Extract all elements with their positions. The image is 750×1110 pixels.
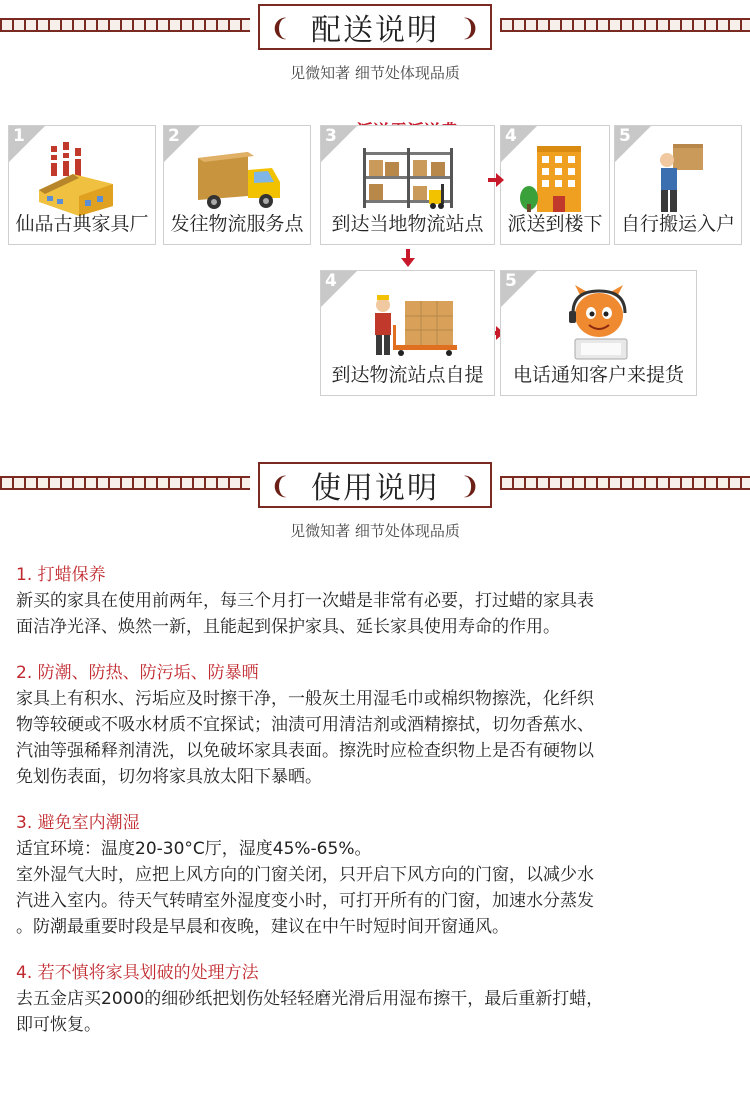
usage-subtitle: 见微知著 细节处体现品质 [290, 522, 460, 540]
step-number: 5 [505, 271, 517, 291]
warehouse-shelves-icon [357, 138, 461, 218]
porter-icon [639, 138, 719, 218]
step-local-station [320, 125, 495, 245]
step-label: 电话通知客户来提货 [512, 364, 684, 386]
step-label: 发往物流服务点 [170, 213, 304, 235]
building-icon [515, 138, 595, 218]
step-carry-in [614, 125, 742, 245]
scroll-ornament-icon: ❨ [270, 472, 291, 500]
decorative-border-left [0, 476, 250, 490]
step-downstairs [500, 125, 610, 245]
usage-section-waxing [16, 562, 736, 640]
section-line: 汽油等强稀释剂清洗，以免破坏家具表面。擦洗时应检查织物上是否有硬物以 [16, 741, 594, 761]
scroll-ornament-icon: ❩ [459, 472, 480, 500]
step-phone-notify [500, 270, 697, 396]
decorative-border-right [500, 476, 750, 490]
step-number: 5 [619, 126, 631, 146]
section-line: 面洁净光泽、焕然一新，且能起到保护家具、延长家具使用寿命的作用。 [16, 617, 560, 637]
usage-banner [0, 462, 750, 522]
section-line: 新买的家具在使用前两年，每三个月打一次蜡是非常有必要，打过蜡的家具表 [16, 591, 594, 611]
step-number: 2 [168, 126, 180, 146]
delivery-title-box [258, 4, 492, 50]
section-line: 去五金店买2000的细砂纸把划伤处轻轻磨光滑后用湿布擦干，最后重新打蜡， [16, 989, 604, 1009]
section-line: 家具上有积水、污垢应及时擦干净，一般灰土用湿毛巾或棉织物擦洗，化纤织 [16, 689, 594, 709]
decorative-border-right [500, 18, 750, 32]
section-line: 适宜环境：温度20-30°C厅，湿度45%-65%。 [16, 839, 372, 859]
delivery-subtitle: 见微知著 细节处体现品质 [290, 64, 460, 82]
step-logistics [163, 125, 311, 245]
section-line: 室外湿气大时，应把上风方向的门窗关闭，只开启下风方向的门窗，以减少水 [16, 865, 594, 885]
delivery-banner [0, 4, 750, 64]
section-heading: 3. 避免室内潮湿 [16, 813, 140, 833]
step-number: 1 [13, 126, 25, 146]
section-line: 。防潮最重要时段是早晨和夜晚，建议在中午时短时间开窗通风。 [16, 917, 509, 937]
step-number: 4 [325, 271, 337, 291]
usage-title-box [258, 462, 492, 508]
truck-icon [188, 138, 288, 218]
step-label: 自行搬运入户 [620, 213, 735, 235]
factory-icon [33, 138, 133, 218]
step-label: 到达物流站点自提 [331, 364, 484, 386]
step-label: 到达当地物流站点 [331, 213, 484, 235]
section-heading: 1. 打蜡保养 [16, 565, 106, 585]
usage-title: 使用说明 [311, 471, 439, 506]
section-heading: 4. 若不慎将家具划破的处理方法 [16, 963, 259, 983]
section-line: 汽进入室内。待天气转晴室外湿度变小时，可打开所有的门窗，加速水分蒸发 [16, 891, 594, 911]
section-line: 免划伤表面，切勿将家具放太阳下暴晒。 [16, 767, 322, 787]
step-label: 派送到楼下 [507, 213, 603, 235]
step-number: 3 [325, 126, 337, 146]
usage-section-protection [16, 660, 736, 790]
step-station-pickup [320, 270, 495, 396]
customer-service-mascot-icon [559, 283, 643, 363]
usage-section-scratch-repair [16, 960, 736, 1038]
step-factory [8, 125, 156, 245]
scroll-ornament-icon: ❨ [270, 14, 291, 42]
scroll-ornament-icon: ❩ [459, 14, 480, 42]
usage-section-humidity [16, 810, 736, 940]
arrow-down-icon [401, 249, 415, 267]
section-heading: 2. 防潮、防热、防污垢、防暴晒 [16, 663, 259, 683]
pallet-jack-icon [361, 283, 461, 363]
decorative-border-left [0, 18, 250, 32]
delivery-title: 配送说明 [311, 13, 439, 48]
section-line: 物等较硬或不吸水材质不宜探试；油渍可用清洁剂或酒精擦拭，切勿香蕉水、 [16, 715, 594, 735]
step-label: 仙品古典家具厂 [15, 213, 149, 235]
step-number: 4 [505, 126, 517, 146]
section-line: 即可恢复。 [16, 1015, 101, 1035]
arrow-right-icon [488, 173, 504, 187]
